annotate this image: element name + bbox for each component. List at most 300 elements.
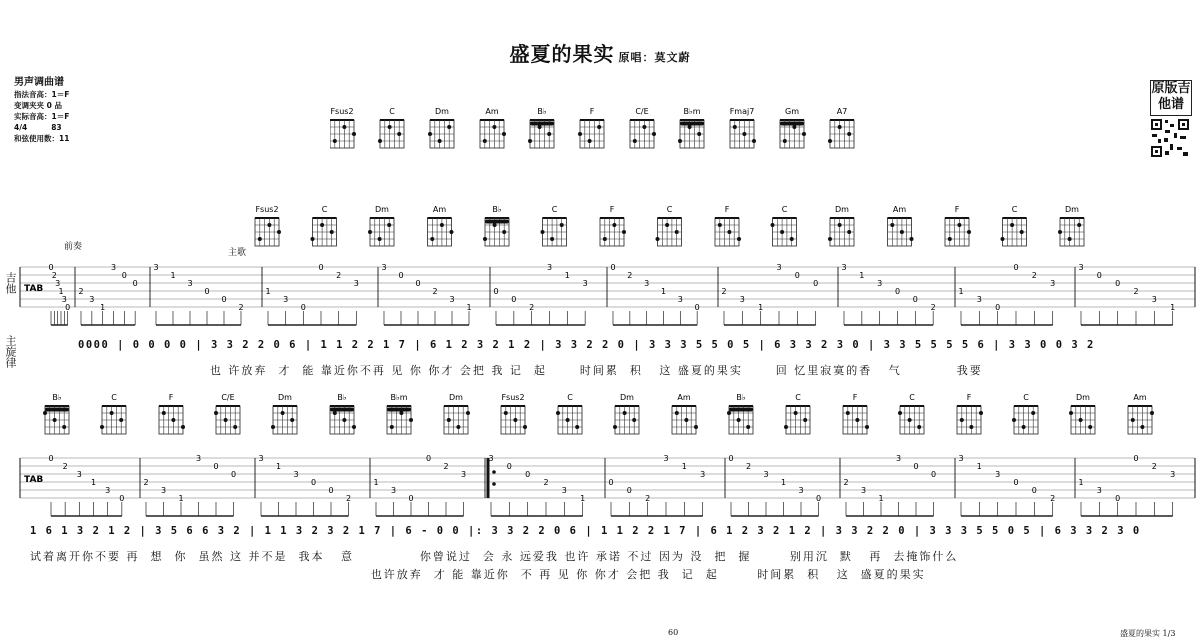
- fret-number: 3: [700, 470, 706, 479]
- finger-dot: [652, 132, 656, 136]
- finger-dot: [575, 425, 579, 429]
- chord-name: Am: [892, 205, 907, 214]
- fret-number: 3: [895, 454, 902, 463]
- song-subtitle: 原唱：莫文蔚: [618, 51, 691, 64]
- finger-dot: [271, 425, 275, 429]
- fret-number: 0: [728, 454, 734, 463]
- footer-page-mark: 60: [668, 628, 679, 637]
- fret-number: 0: [398, 271, 404, 280]
- fret-number: 1: [275, 462, 282, 471]
- fret-number: 3: [995, 470, 1001, 479]
- finger-dot: [397, 132, 401, 136]
- chord-diagram: [378, 107, 404, 148]
- finger-dot: [890, 223, 894, 227]
- finger-dot: [110, 411, 114, 415]
- row2-tab: [0, 392, 1200, 522]
- chord-diagram: [828, 205, 854, 246]
- chord-diagram: [715, 205, 741, 246]
- finger-dot: [281, 411, 285, 415]
- finger-dot: [727, 230, 731, 234]
- fret-number: 1: [958, 287, 964, 296]
- fret-number: 3: [293, 470, 299, 479]
- chord-name: B♭: [337, 393, 347, 402]
- chord-name: Dm: [435, 107, 449, 116]
- fret-number: 3: [763, 470, 769, 479]
- fret-number: 3: [739, 295, 745, 304]
- barre-mark: [530, 122, 554, 126]
- finger-dot: [430, 237, 434, 241]
- finger-dot: [737, 418, 741, 422]
- fret-number: 2: [143, 478, 149, 487]
- chord-name: Fsus2: [330, 107, 354, 116]
- finger-dot: [1068, 237, 1072, 241]
- barre-mark: [780, 122, 804, 126]
- fret-number: 0: [1031, 486, 1037, 495]
- finger-dot: [578, 132, 582, 136]
- finger-dot: [541, 230, 545, 234]
- fret-number: 0: [48, 263, 54, 272]
- finger-dot: [390, 425, 394, 429]
- finger-dot: [100, 425, 104, 429]
- fret-number: 3: [195, 454, 202, 463]
- fret-number: 0: [493, 287, 499, 296]
- finger-dot: [642, 125, 646, 129]
- chord-name: C: [1011, 205, 1018, 214]
- finger-dot: [803, 418, 807, 422]
- finger-dot: [171, 418, 175, 422]
- chord-diagram: [727, 393, 753, 434]
- chord-name: F: [609, 205, 615, 214]
- finger-dot: [675, 411, 679, 415]
- finger-dot: [784, 425, 788, 429]
- fret-number: 1: [1170, 303, 1176, 312]
- fret-number: 3: [644, 279, 650, 288]
- chord-name: Dm: [375, 205, 389, 214]
- chord-diagram: [528, 107, 554, 148]
- finger-dot: [1022, 425, 1026, 429]
- chord-name: A7: [836, 107, 848, 116]
- barre-mark: [485, 220, 509, 224]
- fret-number: 2: [51, 271, 57, 280]
- chord-diagram: [444, 393, 470, 434]
- fret-number: 1: [100, 303, 106, 312]
- finger-dot: [523, 425, 527, 429]
- fret-number: 2: [78, 287, 84, 296]
- finger-dot: [483, 237, 487, 241]
- fret-number: 0: [913, 462, 919, 471]
- chord-name: Fsus2: [255, 205, 279, 214]
- chord-diagram: [1128, 393, 1154, 434]
- chord-name: B♭m: [683, 107, 701, 116]
- fret-number: 2: [443, 462, 449, 471]
- fret-number: 1: [580, 494, 586, 503]
- finger-dot: [224, 418, 228, 422]
- chord-diagram: [330, 393, 356, 434]
- info-line2: 变调夹夹 0 品: [14, 101, 62, 110]
- finger-dot: [898, 411, 902, 415]
- chord-name: C: [567, 393, 573, 402]
- fret-number: 2: [745, 462, 752, 471]
- finger-dot: [62, 425, 66, 429]
- finger-dot: [277, 230, 281, 234]
- fret-number: 0: [318, 263, 324, 272]
- finger-dot: [352, 132, 356, 136]
- finger-dot: [1150, 411, 1154, 415]
- finger-dot: [752, 139, 756, 143]
- finger-dot: [267, 223, 271, 227]
- finger-dot: [258, 237, 262, 241]
- finger-dot: [333, 411, 337, 415]
- info-line3: 实际音高：1＝F: [14, 112, 70, 121]
- score-info: [14, 76, 69, 144]
- finger-dot: [333, 139, 337, 143]
- finger-dot: [838, 125, 842, 129]
- finger-dot: [330, 230, 334, 234]
- finger-dot: [550, 237, 554, 241]
- chord-name: B♭: [52, 393, 62, 402]
- finger-dot: [865, 425, 869, 429]
- barre-mark: [387, 408, 411, 412]
- finger-dot: [447, 418, 451, 422]
- row1-melody: 0000 | 0 0 0 0 | 3 3 2 2 0 6 | 1 1 2 2 1 7 | 6 1 2 3 2 1 2 | 3 3 2 2 0 | 3 3 3 5 5 0 5 | 6 3 3 2 3 0 | 3 3 5 5 5 5 6 | 3 3 0 0 3 2: [78, 339, 1095, 351]
- finger-dot: [969, 425, 973, 429]
- chord-legend: [330, 104, 870, 164]
- finger-dot: [1020, 230, 1024, 234]
- chord-diagram: [784, 393, 810, 434]
- chord-name: Am: [432, 205, 447, 214]
- finger-dot: [342, 125, 346, 129]
- finger-dot: [727, 411, 731, 415]
- finger-dot: [1010, 223, 1014, 227]
- row2-lyrics-verse2: 也许放弃 才 能 靠近你 不 再 见 你 你才 会把 我 记 起 时间累 积 这 盛夏的果实: [30, 568, 926, 581]
- page-title: [0, 38, 1200, 67]
- fret-number: 0: [300, 303, 306, 312]
- finger-dot: [290, 418, 294, 422]
- finger-dot: [1069, 411, 1073, 415]
- chord-diagram: [678, 107, 704, 148]
- fret-number: 1: [170, 271, 176, 280]
- chord-diagram: [330, 107, 356, 148]
- fret-number: 0: [815, 494, 822, 503]
- fret-number: 2: [529, 303, 535, 312]
- finger-dot: [588, 139, 592, 143]
- fret-number: 1: [758, 303, 764, 312]
- finger-dot: [438, 139, 442, 143]
- fret-number: 3: [1078, 263, 1084, 272]
- finger-dot: [368, 230, 372, 234]
- fret-number: 3: [110, 263, 117, 272]
- finger-dot: [428, 132, 432, 136]
- finger-dot: [783, 139, 787, 143]
- fret-number: 3: [153, 263, 159, 272]
- fret-number: 0: [230, 470, 237, 479]
- chord-name: Dm: [835, 205, 849, 214]
- fret-number: 3: [976, 295, 982, 304]
- chord-name: Dm: [620, 393, 634, 402]
- info-chord-count: 和弦使用数：11: [14, 134, 70, 143]
- finger-dot: [694, 425, 698, 429]
- chord-name: Fsus2: [501, 393, 525, 402]
- row1-tab: [0, 200, 1200, 335]
- finger-dot: [908, 418, 912, 422]
- finger-dot: [492, 125, 496, 129]
- barre-mark: [729, 408, 753, 412]
- chord-diagram: [898, 393, 924, 434]
- finger-dot: [737, 237, 741, 241]
- chord-diagram: [630, 107, 656, 148]
- chord-name: Dm: [1065, 205, 1079, 214]
- chord-diagram: [730, 107, 756, 148]
- fret-number: 2: [345, 494, 352, 503]
- finger-dot: [214, 411, 218, 415]
- finger-dot: [790, 237, 794, 241]
- fret-number: 0: [894, 287, 901, 296]
- chord-diagram: [43, 393, 69, 434]
- finger-dot: [838, 223, 842, 227]
- fret-number: 2: [1050, 494, 1056, 503]
- finger-dot: [528, 139, 532, 143]
- fret-number: 0: [119, 494, 125, 503]
- fret-number: 3: [76, 470, 82, 479]
- chord-diagram: [311, 205, 337, 246]
- finger-dot: [697, 132, 701, 136]
- fret-number: 3: [860, 486, 867, 495]
- finger-dot: [409, 418, 413, 422]
- finger-dot: [802, 132, 806, 136]
- finger-dot: [794, 411, 798, 415]
- fret-number: 1: [564, 271, 570, 280]
- finger-dot: [387, 223, 391, 227]
- chord-diagram: [214, 393, 240, 434]
- row2-lyrics-verse1: 试着离开你不要 再 想 你 虽然 这 并不是 我本 意 你曾说过 会 永 远爱我 也许 承诺 不过 因为 没 把 握 别用沉 默 再 去掩饰什么: [30, 550, 959, 563]
- fret-number: 3: [1151, 295, 1157, 304]
- fret-number: 0: [221, 295, 227, 304]
- chord-name: F: [724, 205, 730, 214]
- finger-dot: [556, 411, 560, 415]
- chord-name: C: [666, 205, 673, 214]
- finger-dot: [181, 425, 185, 429]
- chord-diagram: [483, 205, 509, 246]
- fret-number: 3: [582, 279, 588, 288]
- fret-number: 0: [48, 454, 54, 463]
- fret-number: 0: [65, 303, 71, 312]
- chord-diagram: [672, 393, 698, 434]
- fret-number: 2: [336, 271, 342, 280]
- chord-diagram: [271, 393, 297, 434]
- chord-name: C: [909, 393, 915, 402]
- finger-dot: [633, 139, 637, 143]
- chord-diagram: [255, 205, 281, 246]
- row1-lyrics: 也 许放弃 才 能 靠近你不再 见 你 你才 会把 我 记 起 时间累 积 这 盛夏的果实 回 忆里寂寞的香 气 我要: [78, 364, 983, 377]
- finger-dot: [399, 411, 403, 415]
- fret-number: 0: [1115, 279, 1121, 288]
- info-heading: 男声调曲谱: [14, 77, 64, 88]
- finger-dot: [1058, 230, 1062, 234]
- finger-dot: [378, 139, 382, 143]
- fret-number: 3: [546, 263, 553, 272]
- fret-number: 3: [89, 295, 95, 304]
- chord-diagram: [1012, 393, 1038, 434]
- finger-dot: [855, 418, 859, 422]
- finger-dot: [440, 223, 444, 227]
- finger-dot: [623, 411, 627, 415]
- finger-dot: [792, 125, 796, 129]
- finger-dot: [1031, 411, 1035, 415]
- fret-number: 0: [995, 303, 1001, 312]
- finger-dot: [378, 237, 382, 241]
- chord-diagram: [613, 393, 639, 434]
- info-meter: [14, 122, 69, 133]
- repeat-dot: [492, 470, 496, 474]
- finger-dot: [632, 418, 636, 422]
- fret-number: 0: [506, 462, 512, 471]
- chord-name: C: [389, 107, 395, 116]
- chord-name: C/E: [221, 393, 235, 402]
- finger-dot: [513, 418, 517, 422]
- brand-logo: 原版吉他谱: [1150, 80, 1192, 116]
- fret-number: 0: [1013, 263, 1019, 272]
- fret-number: 1: [878, 494, 884, 503]
- finger-dot: [675, 230, 679, 234]
- fret-number: 3: [1050, 279, 1056, 288]
- finger-dot: [656, 237, 660, 241]
- chord-legend-diagrams: [330, 104, 870, 164]
- chord-diagram: [656, 205, 682, 246]
- finger-dot: [597, 125, 601, 129]
- finger-dot: [742, 132, 746, 136]
- finger-dot: [678, 139, 682, 143]
- fret-number: 3: [798, 486, 804, 495]
- fret-number: 1: [178, 494, 184, 503]
- finger-dot: [1131, 418, 1135, 422]
- fret-number: 3: [258, 454, 264, 463]
- finger-dot: [311, 237, 315, 241]
- fret-number: 0: [408, 494, 414, 503]
- finger-dot: [612, 223, 616, 227]
- finger-dot: [342, 418, 346, 422]
- fret-number: 0: [930, 470, 937, 479]
- fret-number: 0: [813, 279, 819, 288]
- fret-number: 0: [694, 303, 700, 312]
- chord-name: Am: [677, 393, 691, 402]
- fret-number: 2: [843, 478, 849, 487]
- finger-dot: [613, 425, 617, 429]
- fret-number: 1: [265, 287, 271, 296]
- fret-number: 1: [780, 478, 787, 487]
- fret-number: 3: [488, 454, 494, 463]
- barre-mark: [330, 408, 354, 412]
- fret-number: 1: [976, 462, 982, 471]
- fret-number: 3: [460, 470, 467, 479]
- finger-dot: [979, 411, 983, 415]
- chord-name: Fmaj7: [729, 107, 755, 116]
- chord-diagram: [556, 393, 582, 434]
- fret-number: 0: [610, 263, 616, 272]
- chord-name: Dm: [1076, 393, 1090, 402]
- fret-number: 0: [425, 454, 432, 463]
- barre-mark: [45, 408, 69, 412]
- chord-diagram: [501, 393, 527, 434]
- fret-number: 0: [912, 295, 918, 304]
- footer-page-info: 盛夏的果实 1/3: [1120, 629, 1176, 638]
- chord-name: B♭: [492, 205, 502, 214]
- fret-number: 1: [1078, 478, 1084, 487]
- row2-melody: 1 6 1 3 2 1 2 | 3 5 6 6 3 2 | 1 1 3 2 3 2 1 7 | 6 - 0 0 |: 3 3 2 2 0 6 | 1 1 2 2 1 7 | 6 1 2 3 2 1 2 | 3 3 2 2 0 | 3 3 3 5 5 0 5 | 6 3 3 2 3 0: [30, 525, 1141, 537]
- fret-number: 0: [1013, 478, 1019, 487]
- finger-dot: [502, 230, 506, 234]
- section-verse: 主歌: [228, 248, 247, 258]
- fret-number: 3: [283, 295, 289, 304]
- fret-number: 3: [353, 279, 359, 288]
- fret-number: 3: [160, 486, 167, 495]
- chord-name: F: [954, 205, 960, 214]
- fret-number: 2: [721, 287, 727, 296]
- chord-diagram: [828, 107, 854, 148]
- fret-number: 2: [645, 494, 651, 503]
- chord-diagram: [1069, 393, 1095, 434]
- chord-name: F: [852, 393, 858, 402]
- fret-number: 0: [328, 486, 334, 495]
- fret-number: 3: [187, 279, 193, 288]
- finger-dot: [846, 411, 850, 415]
- chord-diagram: [541, 205, 567, 246]
- finger-dot: [320, 223, 324, 227]
- chord-diagram: [387, 393, 413, 434]
- finger-dot: [1012, 418, 1016, 422]
- fret-number: 0: [1133, 454, 1139, 463]
- fret-number: 0: [1096, 271, 1102, 280]
- finger-dot: [493, 223, 497, 227]
- fret-number: 0: [626, 486, 632, 495]
- fret-number: 0: [310, 478, 317, 487]
- finger-dot: [352, 425, 356, 429]
- finger-dot: [43, 411, 47, 415]
- finger-dot: [967, 230, 971, 234]
- chord-diagram: [600, 205, 626, 246]
- chord-name: C: [551, 205, 558, 214]
- logo: [1150, 80, 1192, 162]
- finger-dot: [718, 223, 722, 227]
- fret-number: 3: [663, 454, 669, 463]
- chord-name: C: [1023, 393, 1029, 402]
- chord-name: C/E: [635, 107, 649, 116]
- finger-dot: [828, 237, 832, 241]
- chord-diagram: [480, 107, 506, 148]
- fret-number: 2: [1133, 287, 1139, 296]
- chord-diagram: [1001, 205, 1027, 246]
- fret-number: 1: [859, 271, 865, 280]
- fret-number: 2: [62, 462, 68, 471]
- fret-number: 3: [877, 279, 883, 288]
- melody-track-label: 主旋律: [4, 335, 17, 368]
- fret-number: 1: [466, 303, 472, 312]
- chord-name: C: [111, 393, 117, 402]
- finger-dot: [622, 230, 626, 234]
- chord-name: C: [321, 205, 328, 214]
- chord-name: F: [589, 107, 595, 116]
- chord-diagram: [957, 393, 983, 434]
- chord-diagram: [159, 393, 185, 434]
- chord-diagram: [945, 205, 971, 246]
- finger-dot: [1077, 223, 1081, 227]
- chord-name: Am: [485, 107, 499, 116]
- finger-dot: [948, 237, 952, 241]
- fret-number: 0: [1115, 494, 1121, 503]
- chord-diagram: [368, 205, 394, 246]
- chord-diagram: [780, 107, 806, 148]
- fret-number: 1: [681, 462, 687, 471]
- fret-number: 3: [390, 486, 397, 495]
